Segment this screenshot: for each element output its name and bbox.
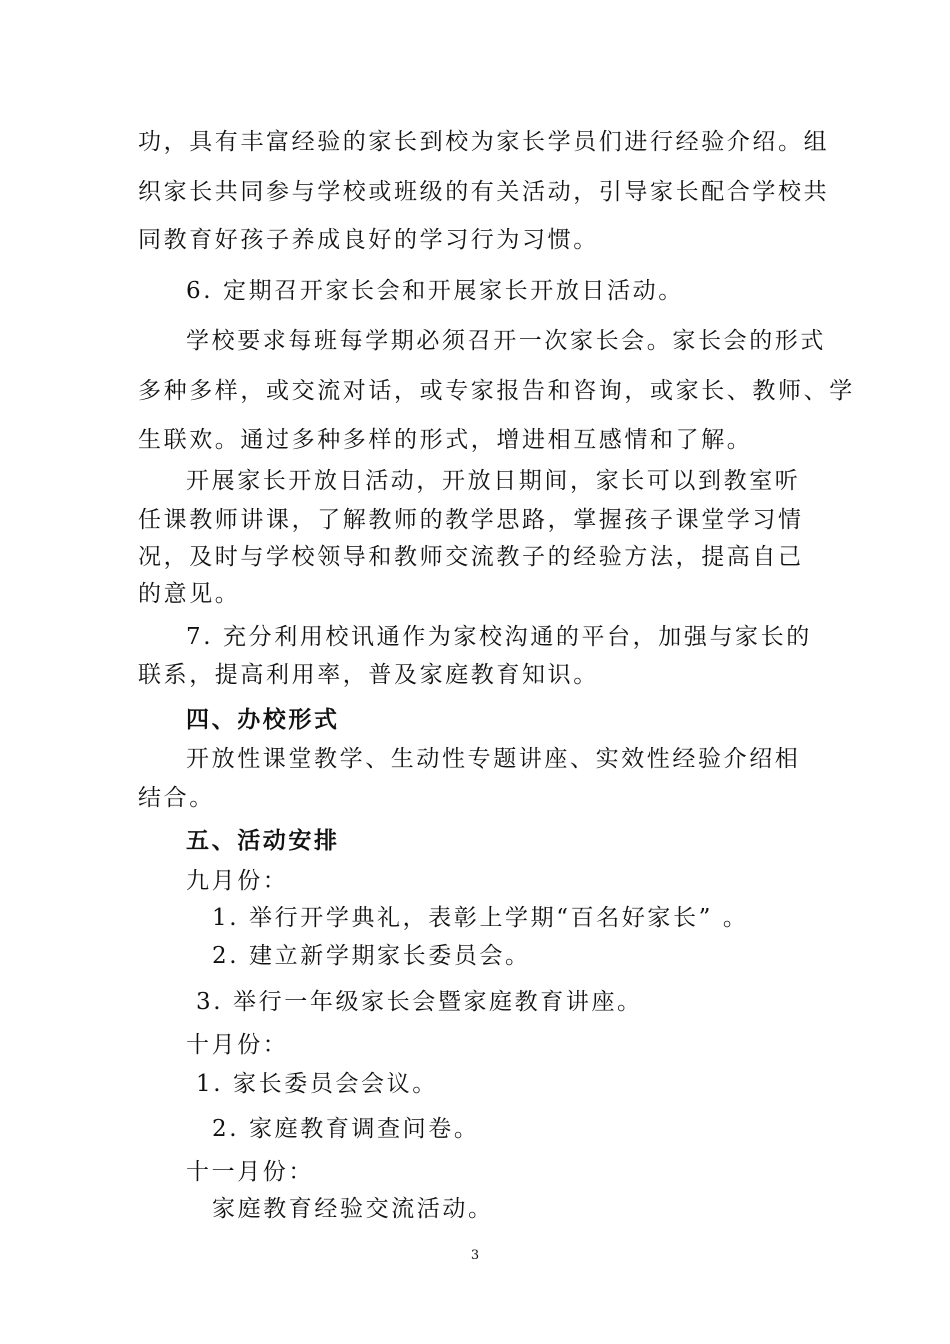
month-heading: 十月份：: [186, 1032, 289, 1058]
list-item: 家庭教育经验交流活动。: [212, 1196, 494, 1222]
paragraph-line: 同教育好孩子养成良好的学习行为习惯。: [138, 227, 599, 253]
list-item: 1. 家长委员会会议。: [196, 1071, 438, 1097]
paragraph-line: 开展家长开放日活动，开放日期间，家长可以到教室听: [186, 468, 801, 494]
list-item: 2. 家庭教育调查问卷。: [212, 1116, 480, 1142]
page-number: 3: [470, 1248, 480, 1263]
month-heading: 十一月份：: [186, 1159, 314, 1185]
list-item-7: 7. 充分利用校讯通作为家校沟通的平台，加强与家长的: [186, 624, 812, 650]
paragraph-line: 的意见。: [138, 581, 241, 607]
list-item: 1. 举行开学典礼，表彰上学期“百名好家长” 。: [212, 905, 749, 931]
paragraph-line: 联系，提高利用率，普及家庭教育知识。: [138, 662, 599, 688]
paragraph-line: 况，及时与学校领导和教师交流教子的经验方法，提高自己: [138, 544, 804, 570]
month-heading: 九月份：: [186, 868, 289, 894]
section-heading-5: 五、活动安排: [186, 827, 340, 854]
paragraph-line: 任课教师讲课，了解教师的教学思路，掌握孩子课堂学习情: [138, 507, 804, 533]
list-item-6: 6. 定期召开家长会和开展家长开放日活动。: [186, 278, 684, 304]
list-item: 3. 举行一年级家长会暨家庭教育讲座。: [196, 989, 643, 1015]
paragraph-line: 学校要求每班每学期必须召开一次家长会。家长会的形式: [186, 328, 826, 354]
paragraph-line: 生联欢。通过多种多样的形式，增进相互感情和了解。: [138, 427, 753, 453]
section-heading-4: 四、办校形式: [186, 706, 340, 733]
paragraph-line: 功，具有丰富经验的家长到校为家长学员们进行经验介绍。组: [138, 129, 830, 155]
paragraph-line: 结合。: [138, 785, 215, 811]
paragraph-line: 多种多样，或交流对话，或专家报告和咨询，或家长、教师、学: [138, 378, 855, 404]
paragraph-line: 开放性课堂教学、生动性专题讲座、实效性经验介绍相: [186, 746, 801, 772]
paragraph-line: 织家长共同参与学校或班级的有关活动，引导家长配合学校共: [138, 179, 830, 205]
list-item: 2. 建立新学期家长委员会。: [212, 943, 531, 969]
